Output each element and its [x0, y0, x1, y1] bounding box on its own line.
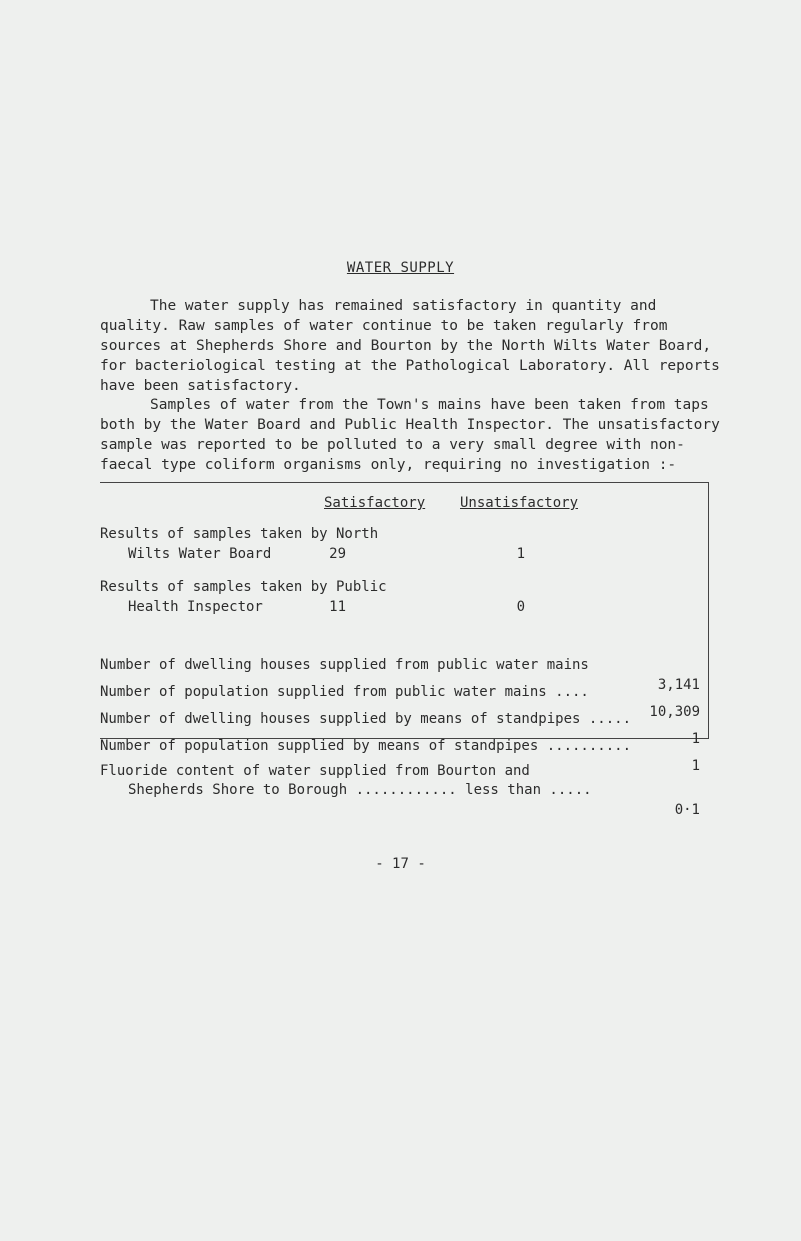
- row-label-line1: Results of samples taken by North: [100, 526, 379, 542]
- table-cell-unsatisfactory: 1: [516, 546, 525, 562]
- paragraph-2: Samples of water from the Town's mains have been taken from taps both by the Water Board and Public Health Inspector. The unsatisfactory sample was reported to be polluted to a very small degree with non-faecal type coliform organisms only, requiring no investigation :-: [100, 397, 720, 473]
- stat-label: Number of population supplied from public water mains ....: [100, 684, 589, 700]
- table-cell-unsatisfactory: 0: [516, 599, 525, 615]
- table-cell-satisfactory: 11: [329, 599, 346, 615]
- stat-label: Number of dwelling houses supplied by means of standpipes .....: [100, 711, 632, 727]
- paragraph-1: The water supply has remained satisfactory in quantity and quality. Raw samples of water continue to be taken regularly from sources at Shepherds Shore and Bourton by the North Wilts Water Board, for bacteriological testing at the Pathological Laboratory. All reports have been satisfactory.: [100, 298, 720, 394]
- stat-value: 3,141: [657, 677, 700, 693]
- fluoride-label-line2: Shepherds Shore to Borough ............ less than .....: [128, 782, 592, 798]
- column-header-satisfactory: Satisfactory: [324, 495, 426, 511]
- fluoride-label-line1: Fluoride content of water supplied from Bourton and: [100, 763, 530, 779]
- fluoride-value: 0·1: [674, 802, 700, 818]
- row-label-line1: Results of samples taken by Public: [100, 579, 387, 595]
- page-number: - 17 -: [375, 856, 426, 872]
- page-heading: WATER SUPPLY: [346, 260, 455, 276]
- row-label-line2: Health Inspector: [128, 599, 263, 615]
- column-header-unsatisfactory: Unsatisfactory: [460, 495, 579, 511]
- water-sample-table: [100, 482, 709, 818]
- stat-label: Number of population supplied by means of standpipes ..........: [100, 738, 632, 754]
- fluoride-row-line2: [100, 760, 700, 840]
- stat-value: 1: [691, 758, 700, 774]
- row-label-line2: Wilts Water Board: [128, 546, 272, 562]
- stat-value: 10,309: [649, 704, 700, 720]
- table-cell-satisfactory: 29: [329, 546, 346, 562]
- stat-value: 1: [691, 731, 700, 747]
- stat-label: Number of dwelling houses supplied from public water mains: [100, 657, 589, 673]
